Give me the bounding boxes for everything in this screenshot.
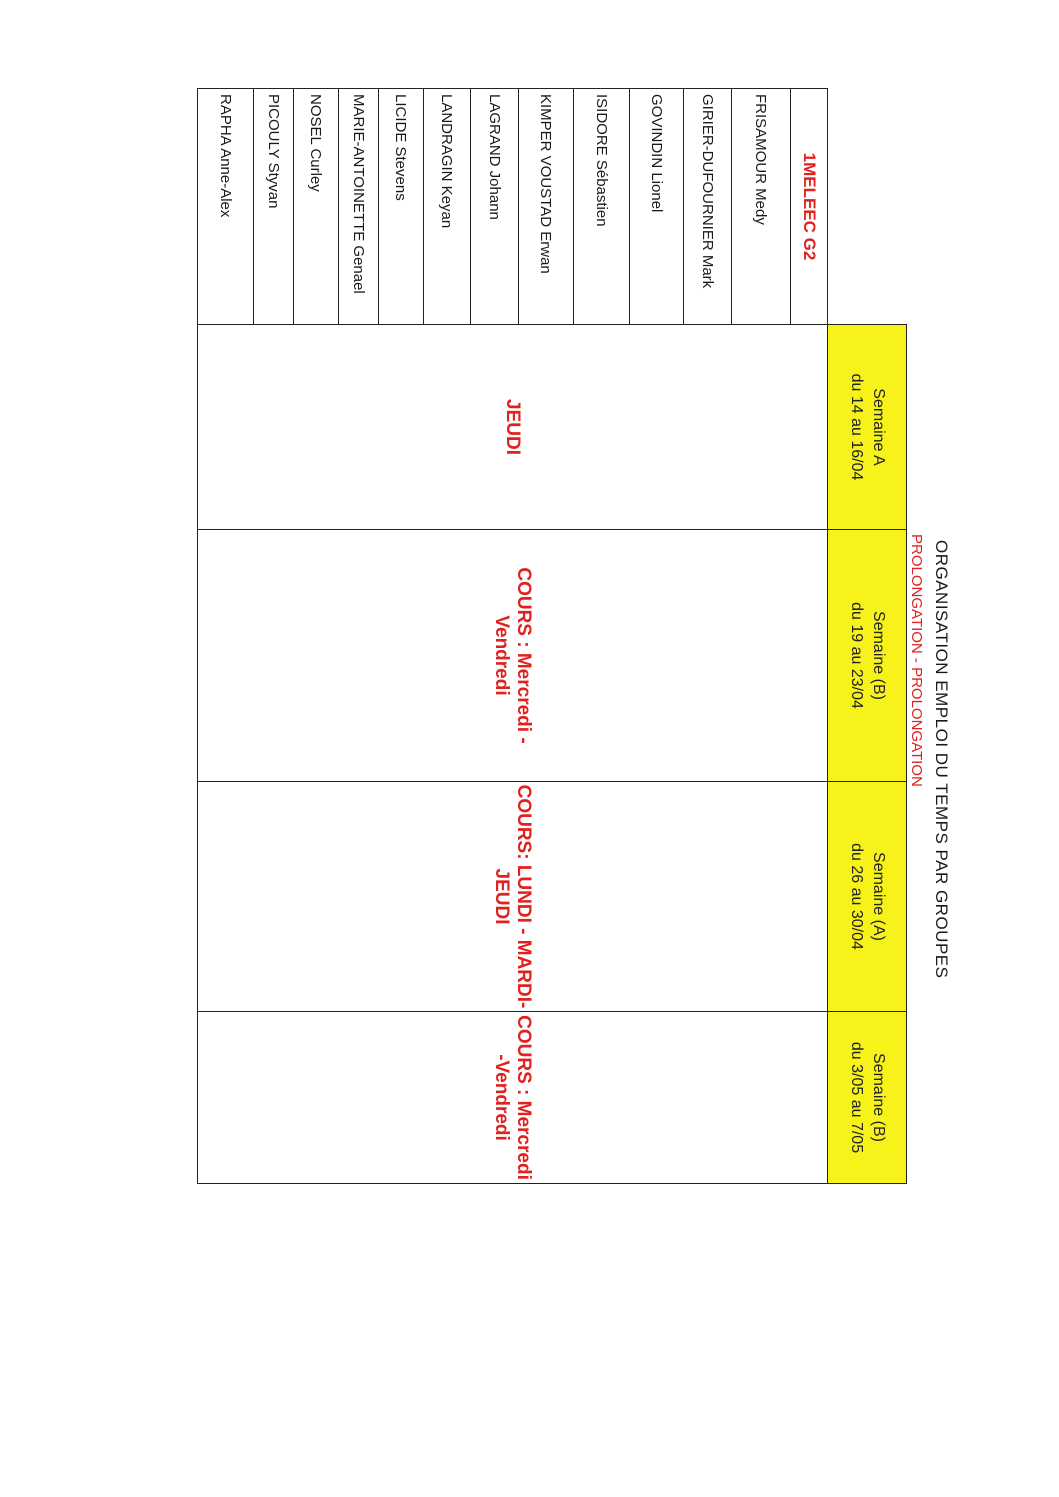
week-dates: du 14 au 16/04 (848, 373, 865, 481)
schedule-cell: COURS: LUNDI - MARDI- JEUDI (198, 782, 828, 1012)
week-label: Semaine (A) (870, 852, 887, 941)
page-subtitle: PROLONGATION - PROLONGATION (908, 534, 925, 787)
week-label: Semaine (B) (870, 1053, 887, 1142)
group-row (791, 89, 828, 1184)
schedule-cell: COURS : Mercredi -Vendredi (198, 1012, 828, 1184)
week-dates: du 19 au 23/04 (848, 602, 865, 709)
group-name: 1MELEEC G2 (791, 89, 828, 325)
header-row (828, 89, 907, 1184)
student-name: LICIDE Stevens (379, 89, 424, 325)
student-name: GIRIER-DUFOURNIER Mark (684, 89, 732, 325)
week-label: Semaine (B) (870, 611, 887, 700)
week-header (828, 782, 907, 1012)
schedule-cell: COURS : Mercredi -Vendredi (198, 530, 828, 782)
week-dates: du 26 au 30/04 (848, 843, 865, 950)
schedule-table (197, 88, 907, 1184)
student-name: ISIDORE Sébastien (574, 89, 630, 325)
student-name: LANDRAGIN Keyan (424, 89, 471, 325)
schedule-cell: JEUDI (198, 325, 828, 530)
student-name: GOVINDIN Lionel (630, 89, 684, 325)
empty-header-cell (828, 89, 907, 325)
week-label: Semaine A (870, 388, 887, 466)
page-title: ORGANISATION EMPLOI DU TEMPS PAR GROUPES (932, 540, 951, 979)
student-name: LAGRAND Johann (471, 89, 519, 325)
student-name: RAPHA Anne-Alex (198, 89, 254, 325)
student-name: MARIE-ANTOINETTE Genael (339, 89, 379, 325)
week-header (828, 325, 907, 530)
student-name: FRISAMOUR Medy (732, 89, 791, 325)
week-header (828, 530, 907, 782)
student-name: KIMPER VOUSTAD Erwan (519, 89, 574, 325)
week-header (828, 1012, 907, 1184)
week-dates: du 3/05 au 7/05 (848, 1041, 865, 1154)
student-name: NOSEL Curley (294, 89, 339, 325)
student-name: PICOULY Styvan (254, 89, 294, 325)
